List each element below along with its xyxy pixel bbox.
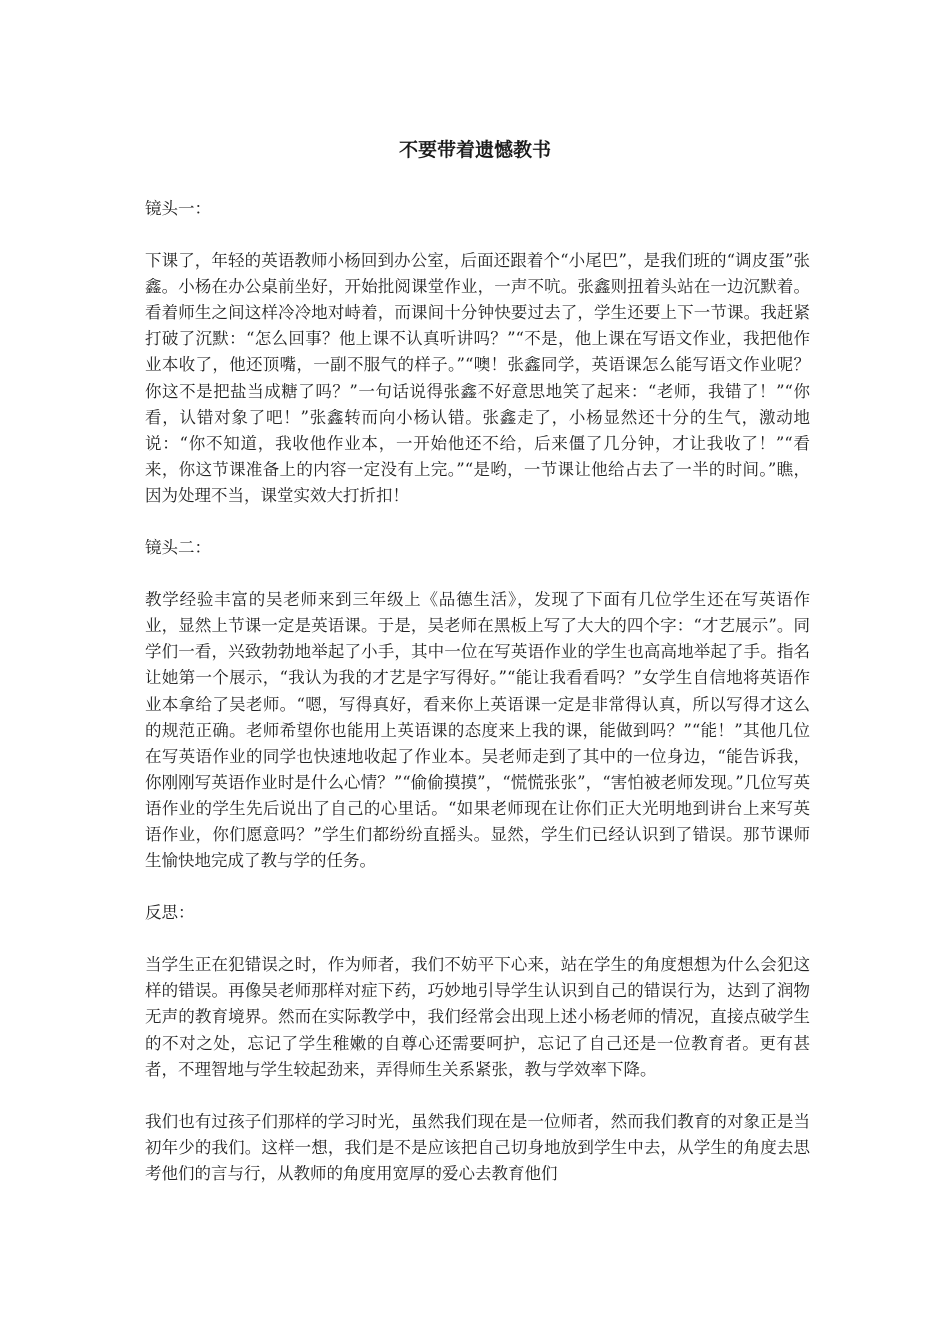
section-label-shot-two: 镜头二： [145,538,211,558]
paragraph-reflection-1: 当学生正在犯错误之时，作为师者，我们不妨平下心来，站在学生的角度想想为什么会犯这样的错误。再像吴老师那样对症下药，巧妙地引导学生认识到自己的错误行为，达到了润物无声的教育境界。然而在实际教学中，我们经常会出现上述小杨老师的情况，直接点破学生的不对之处，忘记了学生稚嫩的自尊心还需要呵护，忘记了自己还是一位教育者。更有甚者，不理智地与学生较起劲来，弄得师生关系紧张，教与学效率下降。 [145,955,810,1079]
document-title: 不要带着遗憾教书 [398,139,551,161]
paragraph-shot-one: 下课了，年轻的英语教师小杨回到办公室，后面还跟着个“小尾巴”，是我们班的“调皮蛋”张鑫。小杨在办公桌前坐好，开始批阅课堂作业，一声不吭。张鑫则扭着头站在一边沉默着。看着师生之间这样冷冷地对峙着，而课间十分钟快要过去了，学生还要上下一节课。我赶紧打破了沉默：“怎么回事？他上课不认真听讲吗？”“不是，他上课在写语文作业，我把他作业本收了，他还顶嘴，一副不服气的样子。”“噢！张鑫同学，英语课怎么能写语文作业呢？你这不是把盐当成糖了吗？”一句话说得张鑫不好意思地笑了起来：“老师，我错了！”“你看，认错对象了吧！”张鑫转而向小杨认错。张鑫走了，小杨显然还十分的生气，激动地说：“你不知道，我收他作业本，一开始他还不给，后来僵了几分钟，才让我收了！”“看来，你这节课准备上的内容一定没有上完。”“是哟，一节课让他给占去了一半的时间。”瞧，因为处理不当，课堂实效大打折扣！ [145,251,810,505]
section-label-reflection: 反思： [145,903,195,923]
section-label-shot-one: 镜头一： [145,199,211,218]
paragraph-shot-two: 教学经验丰富的吴老师来到三年级上《品德生活》，发现了下面有几位学生还在写英语作业，显然上节课一定是英语课。于是，吴老师在黑板上写了大大的四个字：“才艺展示”。同学们一看，兴致勃勃地举起了小手，其中一位在写英语作业的学生也高高地举起了手。指名让她第一个展示，“我认为我的才艺是字写得好。”“能让我看看吗？”女学生自信地将英语作业本拿给了吴老师。“嗯，写得真好，看来你上英语课一定是非常得认真，所以写得才这么的规范正确。老师希望你也能用上英语课的态度来上我的课，能做到吗？”“能！”其他几位在写英语作业的同学也快速地收起了作业本。吴老师走到了其中的一位身边，“能告诉我，你刚刚写英语作业时是什么心情？”“偷偷摸摸”，“慌慌张张”，“害怕被老师发现。”几位写英语作业的学生先后说出了自己的心里话。“如果老师现在让你们正大光明地到讲台上来写英语作业，你们愿意吗？”学生们都纷纷直摇头。显然，学生们已经认识到了错误。那节课师生愉快地完成了教与学的任务。 [145,590,810,871]
paragraph-reflection-2: 我们也有过孩子们那样的学习时光，虽然我们现在是一位师者，然而我们教育的对象正是当初年少的我们。这样一想，我们是不是应该把自己切身地放到学生中去，从学生的角度去思考他们的言与行，从教师的角度用宽厚的爱心去教育他们 [145,1111,810,1183]
document-body [145,196,810,1213]
